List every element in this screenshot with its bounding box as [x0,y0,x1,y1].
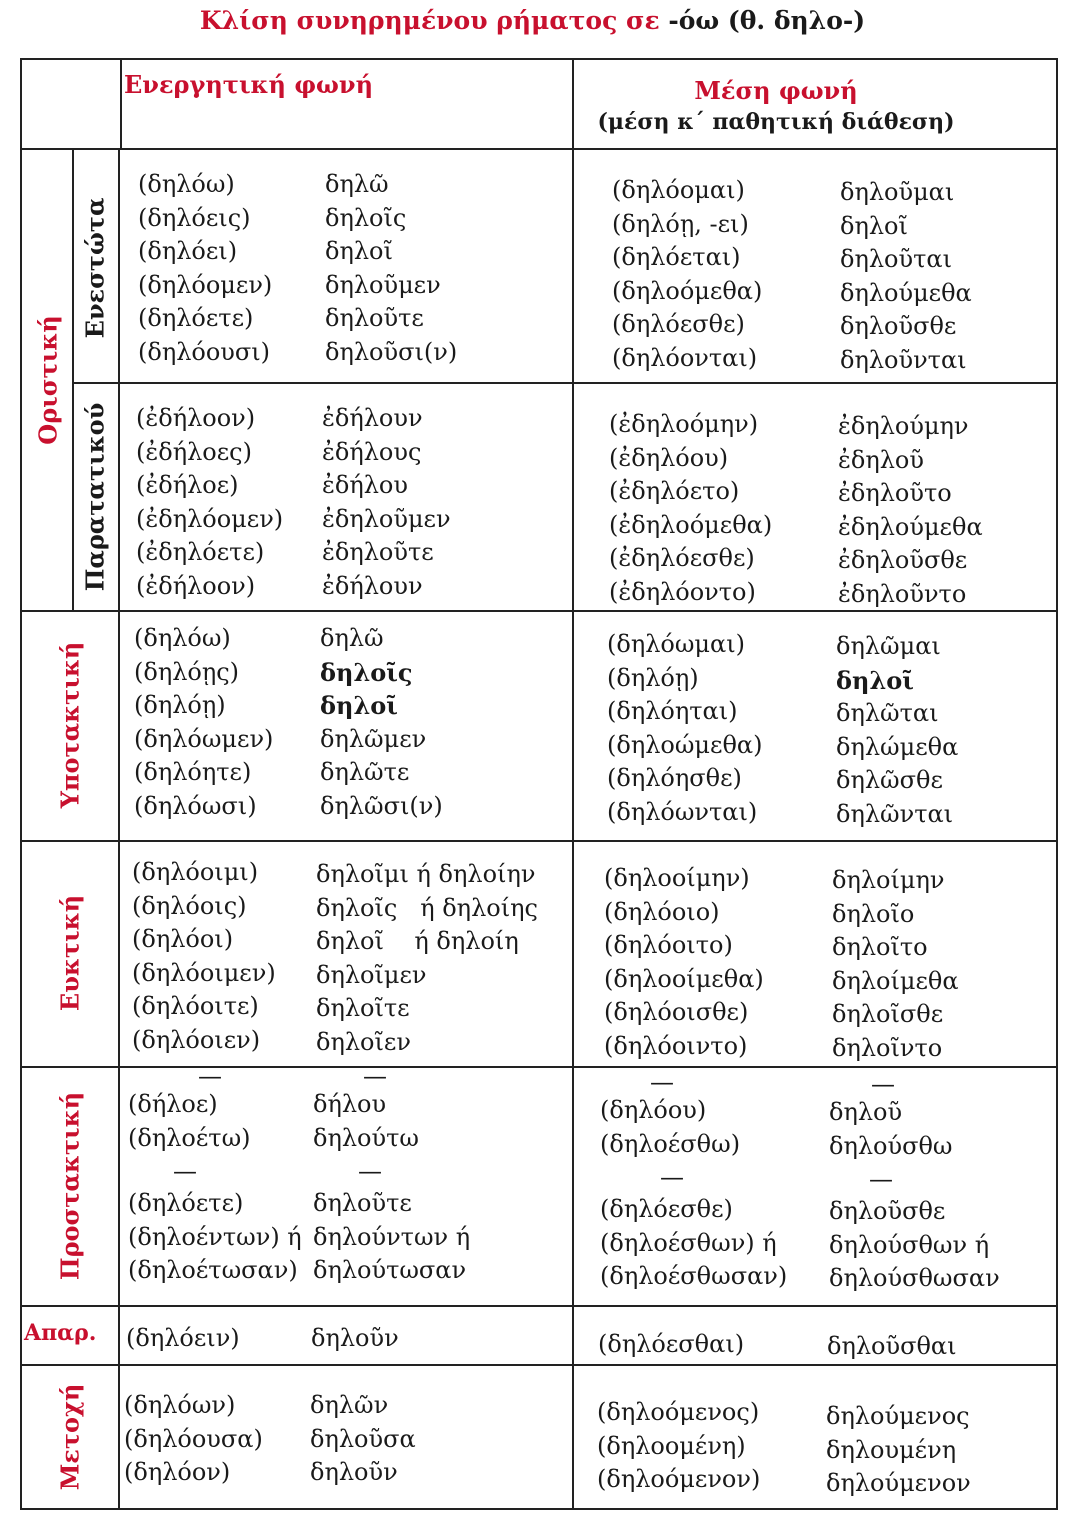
form: δηλοῦ [829,1098,903,1126]
form: (δηλόῃ) [607,663,699,692]
form: δηλοῦτε [325,304,424,332]
form: δηλοῦται [840,245,952,273]
form: δηλῶσι(ν) [320,791,443,820]
label-infinitive: Απαρ. [24,1320,97,1346]
dash: — [869,1165,893,1193]
header-middle-title: Μέση φωνή [694,76,858,105]
form: (ἐδήλοε) [136,471,239,499]
form: (δηλόῃ) [134,691,226,719]
form: (ἐδηλόοντο) [609,577,756,606]
form: δηλῶσθε [836,766,943,794]
form: (δηλόω) [138,170,235,198]
imperfect-middle-contracted [838,410,983,611]
form: δηλῶτε [320,758,410,786]
divider [20,1305,1058,1307]
form: δηλῶται [836,699,939,727]
optative-active-open [132,856,276,1057]
form: (δηλόειν) [126,1324,240,1352]
imperative-middle-contracted [829,1072,1000,1296]
form: δηλῶ [325,170,389,198]
form: (δηλόον) [124,1458,231,1486]
header-middle-subtitle: (μέση κ΄ παθητική διάθεση) [597,109,955,135]
form: δηλοῖντο [832,1033,943,1062]
form: (δηλοέσθω) [600,1129,741,1158]
form: (δηλόωμεν) [134,724,274,753]
label-indicative: Οριστική [33,315,63,445]
form: (ἐδηλόετε) [136,538,265,566]
dash: — [871,1070,895,1098]
form: (δηλοόμενον) [597,1465,761,1493]
imperative-middle-open [600,1070,787,1294]
subjunctive-middle-open [607,628,762,829]
form: δηλοῦμεν [325,270,441,299]
participle-active-open [124,1389,263,1490]
form: δηλοῖς [320,657,413,687]
subjunctive-middle-contracted [836,630,958,831]
form: (δηλοοίμεθα) [604,964,764,993]
form: δηλοῦν [311,1324,399,1352]
divider [20,840,1058,842]
form: δηλῶ [320,624,384,652]
divider [72,382,1058,384]
form: ἐδήλους [322,437,422,466]
divider [20,1364,1058,1366]
form: (δηλοομένη) [597,1431,746,1460]
form: δηλοῖ [325,237,393,265]
form: (δηλόεις) [138,203,251,232]
form: (δηλόων) [124,1391,236,1419]
form: δηλοῖμι ή δηλοίην [316,860,536,888]
header-middle-voice [576,76,976,135]
form: (δηλόου) [600,1096,707,1124]
form: (δηλοοίμην) [604,864,750,892]
form: (δηλόοιο) [604,897,720,926]
header-active-voice: Ενεργητική φωνή [124,70,374,99]
optative-middle-open [604,862,764,1063]
form: δηλοῖς ή δηλοίης [316,893,538,922]
dash: — [660,1163,684,1191]
form: (δηλόεσθαι) [598,1330,745,1358]
form: δηλοῖτο [832,933,928,961]
form: ἐδηλοῦντο [838,579,967,608]
form: (δηλόῃς) [134,657,240,686]
form: (δηλόητε) [134,758,252,786]
present-active-open [138,168,272,369]
form: δηλῶν [310,1391,389,1419]
form: δηλοῦνται [840,345,967,374]
form: (ἐδήλοον) [136,404,256,432]
form: (δηλόοιντο) [604,1031,748,1060]
form: (δηλόομεν) [138,270,273,299]
form: δηλώμεθα [836,732,959,761]
form: (δηλόωμαι) [607,630,745,658]
form: (δηλόωνται) [607,797,758,826]
form: ἐδήλου [322,471,408,499]
form: (δηλόῃ, -ει) [612,209,749,238]
form: (δηλόω) [134,624,231,652]
optative-middle-contracted [832,864,959,1065]
form: (ἐδηλόομεν) [136,504,284,533]
form: δηλοῖμεν [316,960,427,989]
form: (δηλόοι) [132,925,234,953]
form: (δηλόεσθε) [600,1195,733,1223]
optative-active-contracted [316,858,538,1059]
form: δηλούσθωσαν [829,1264,1000,1292]
form: (δηλόονται) [612,343,758,372]
divider [20,148,1058,150]
form: δηλοῦσθε [829,1197,946,1225]
form: δηλοῖ [836,665,914,695]
form: (δηλόετε) [128,1189,244,1217]
form: δηλοίμην [832,866,945,894]
form: ἐδηλοῦ [838,445,924,474]
form: (δηλόομαι) [612,176,745,204]
form: (δηλόοιτο) [604,931,733,959]
present-middle-open [612,174,762,375]
label-imperfect: Παρατατικού [80,402,110,592]
present-middle-contracted [840,176,972,377]
infinitive-middle-open [598,1328,744,1362]
form: (δήλοε) [128,1090,218,1118]
form: (δηλόουσι) [138,337,271,366]
form: (δηλόησθε) [607,764,742,792]
form: ἐδήλουν [322,404,423,432]
form: ἐδηλοῦμεν [322,504,451,533]
label-participle: Μετοχή [55,1383,85,1491]
label-optative: Ευκτική [55,894,85,1012]
divider [120,58,122,148]
form: (ἐδήλοον) [136,571,256,600]
infinitive-active-contracted [311,1322,399,1356]
form: (δηλοέσθων) ή [600,1228,777,1257]
form: (δηλόοις) [132,891,247,920]
form: (ἐδηλοόμεθα) [609,510,773,539]
form: δηλούμεθα [840,278,972,307]
form: (δηλόει) [138,237,238,265]
form: (δηλόηται) [607,697,738,725]
form: δηλοῦτε [313,1189,412,1217]
form: δηλούσθω [829,1131,953,1160]
form: (δηλόοιεν) [132,1025,261,1054]
form: ἐδηλοῦσθε [838,546,968,574]
form: δηλοῖ [320,691,398,720]
form: (δηλόωσι) [134,791,257,820]
imperative-active-open [128,1064,302,1288]
form: ἐδηλούμεθα [838,512,983,541]
subjunctive-active-open [134,622,273,823]
infinitive-active-open [126,1322,240,1356]
page-title [0,6,1065,35]
form: ἐδηλούμην [838,412,969,440]
form: δηλοῖσθε [832,1000,944,1028]
form: δηλοῖεν [316,1027,411,1056]
form: δηλοῦσα [310,1424,416,1453]
divider [72,148,74,610]
form: (ἐδήλοες) [136,437,252,466]
form: δηλοῦμαι [840,178,955,206]
form: (δηλοόμενος) [597,1398,760,1426]
form: (δηλοέτω) [128,1123,251,1152]
form: δηλοῖς [325,203,407,232]
participle-active-contracted [310,1389,416,1490]
dash: — [358,1157,382,1185]
imperfect-active-contracted [322,402,451,603]
imperfect-middle-open [609,408,772,609]
form: (δηλόεται) [612,243,741,271]
form: (δηλοέτωσαν) [128,1256,298,1284]
form: δηλούτω [313,1123,419,1152]
form: δηλούμενος [826,1402,970,1430]
form: δηλῶμεν [320,724,427,753]
form: δηλούτωσαν [313,1256,467,1284]
title-tail: -όω (θ. δηλο-) [668,6,866,35]
form: δηλοῦσθαι [827,1332,957,1360]
imperfect-active-open [136,402,283,603]
form: δηλοῦσι(ν) [325,337,458,366]
form: (δηλοέσθωσαν) [600,1262,788,1290]
form: δηλοῖο [832,899,915,928]
form: ἐδηλοῦτο [838,479,952,507]
divider [572,58,574,1510]
form: δηλοῦν [310,1458,398,1486]
form: δηλούντων ή [313,1222,471,1251]
form: δηλοῖ ή δηλοίη [316,927,519,955]
form: δηλούσθων ή [829,1230,990,1259]
form: δηλοῖ [840,211,908,240]
form: δηλῶμαι [836,632,941,660]
label-imperative: Προστακτική [55,1091,85,1281]
form: (ἐδηλόου) [609,443,729,472]
form: δηλοίμεθα [832,966,959,995]
participle-middle-contracted [826,1400,971,1501]
form: (δηλόεσθε) [612,310,745,338]
form: δηλούμενον [826,1469,971,1497]
form: δηλουμένη [826,1435,957,1464]
form: (δηλόοιτε) [132,992,259,1020]
present-active-contracted [325,168,457,369]
form: (δηλόοιμι) [132,858,259,886]
form: (ἐδηλόεσθε) [609,544,755,572]
form: (δηλόοισθε) [604,998,749,1026]
infinitive-middle-contracted [827,1330,957,1364]
form: (δηλόοιμεν) [132,958,276,987]
label-subjunctive: Υποτακτική [55,641,85,809]
dash: — [363,1062,387,1090]
form: (ἐδηλοόμην) [609,410,759,438]
subjunctive-active-contracted [320,622,443,823]
form: δηλοῦσθε [840,312,957,340]
form: (δηλοώμεθα) [607,730,763,759]
form: (δηλοόμεθα) [612,276,763,305]
form: ἐδήλουν [322,571,423,600]
form: ἐδηλοῦτε [322,538,434,566]
dash: — [173,1157,197,1185]
form: (δηλοέντων) ή [128,1222,302,1251]
form: (ἐδηλόετο) [609,477,740,505]
label-present: Ενεστώτα [80,197,110,339]
dash: — [650,1068,674,1096]
form: δηλοῖτε [316,994,410,1022]
title-main: Κλίση συνηρημένου ρήματος σε [199,6,660,35]
form: δήλου [313,1090,387,1118]
imperative-active-contracted [313,1064,470,1288]
participle-middle-open [597,1396,760,1497]
dash: — [198,1062,222,1090]
form: (δηλόετε) [138,304,254,332]
form: (δηλόουσα) [124,1424,263,1453]
form: δηλῶνται [836,799,954,828]
